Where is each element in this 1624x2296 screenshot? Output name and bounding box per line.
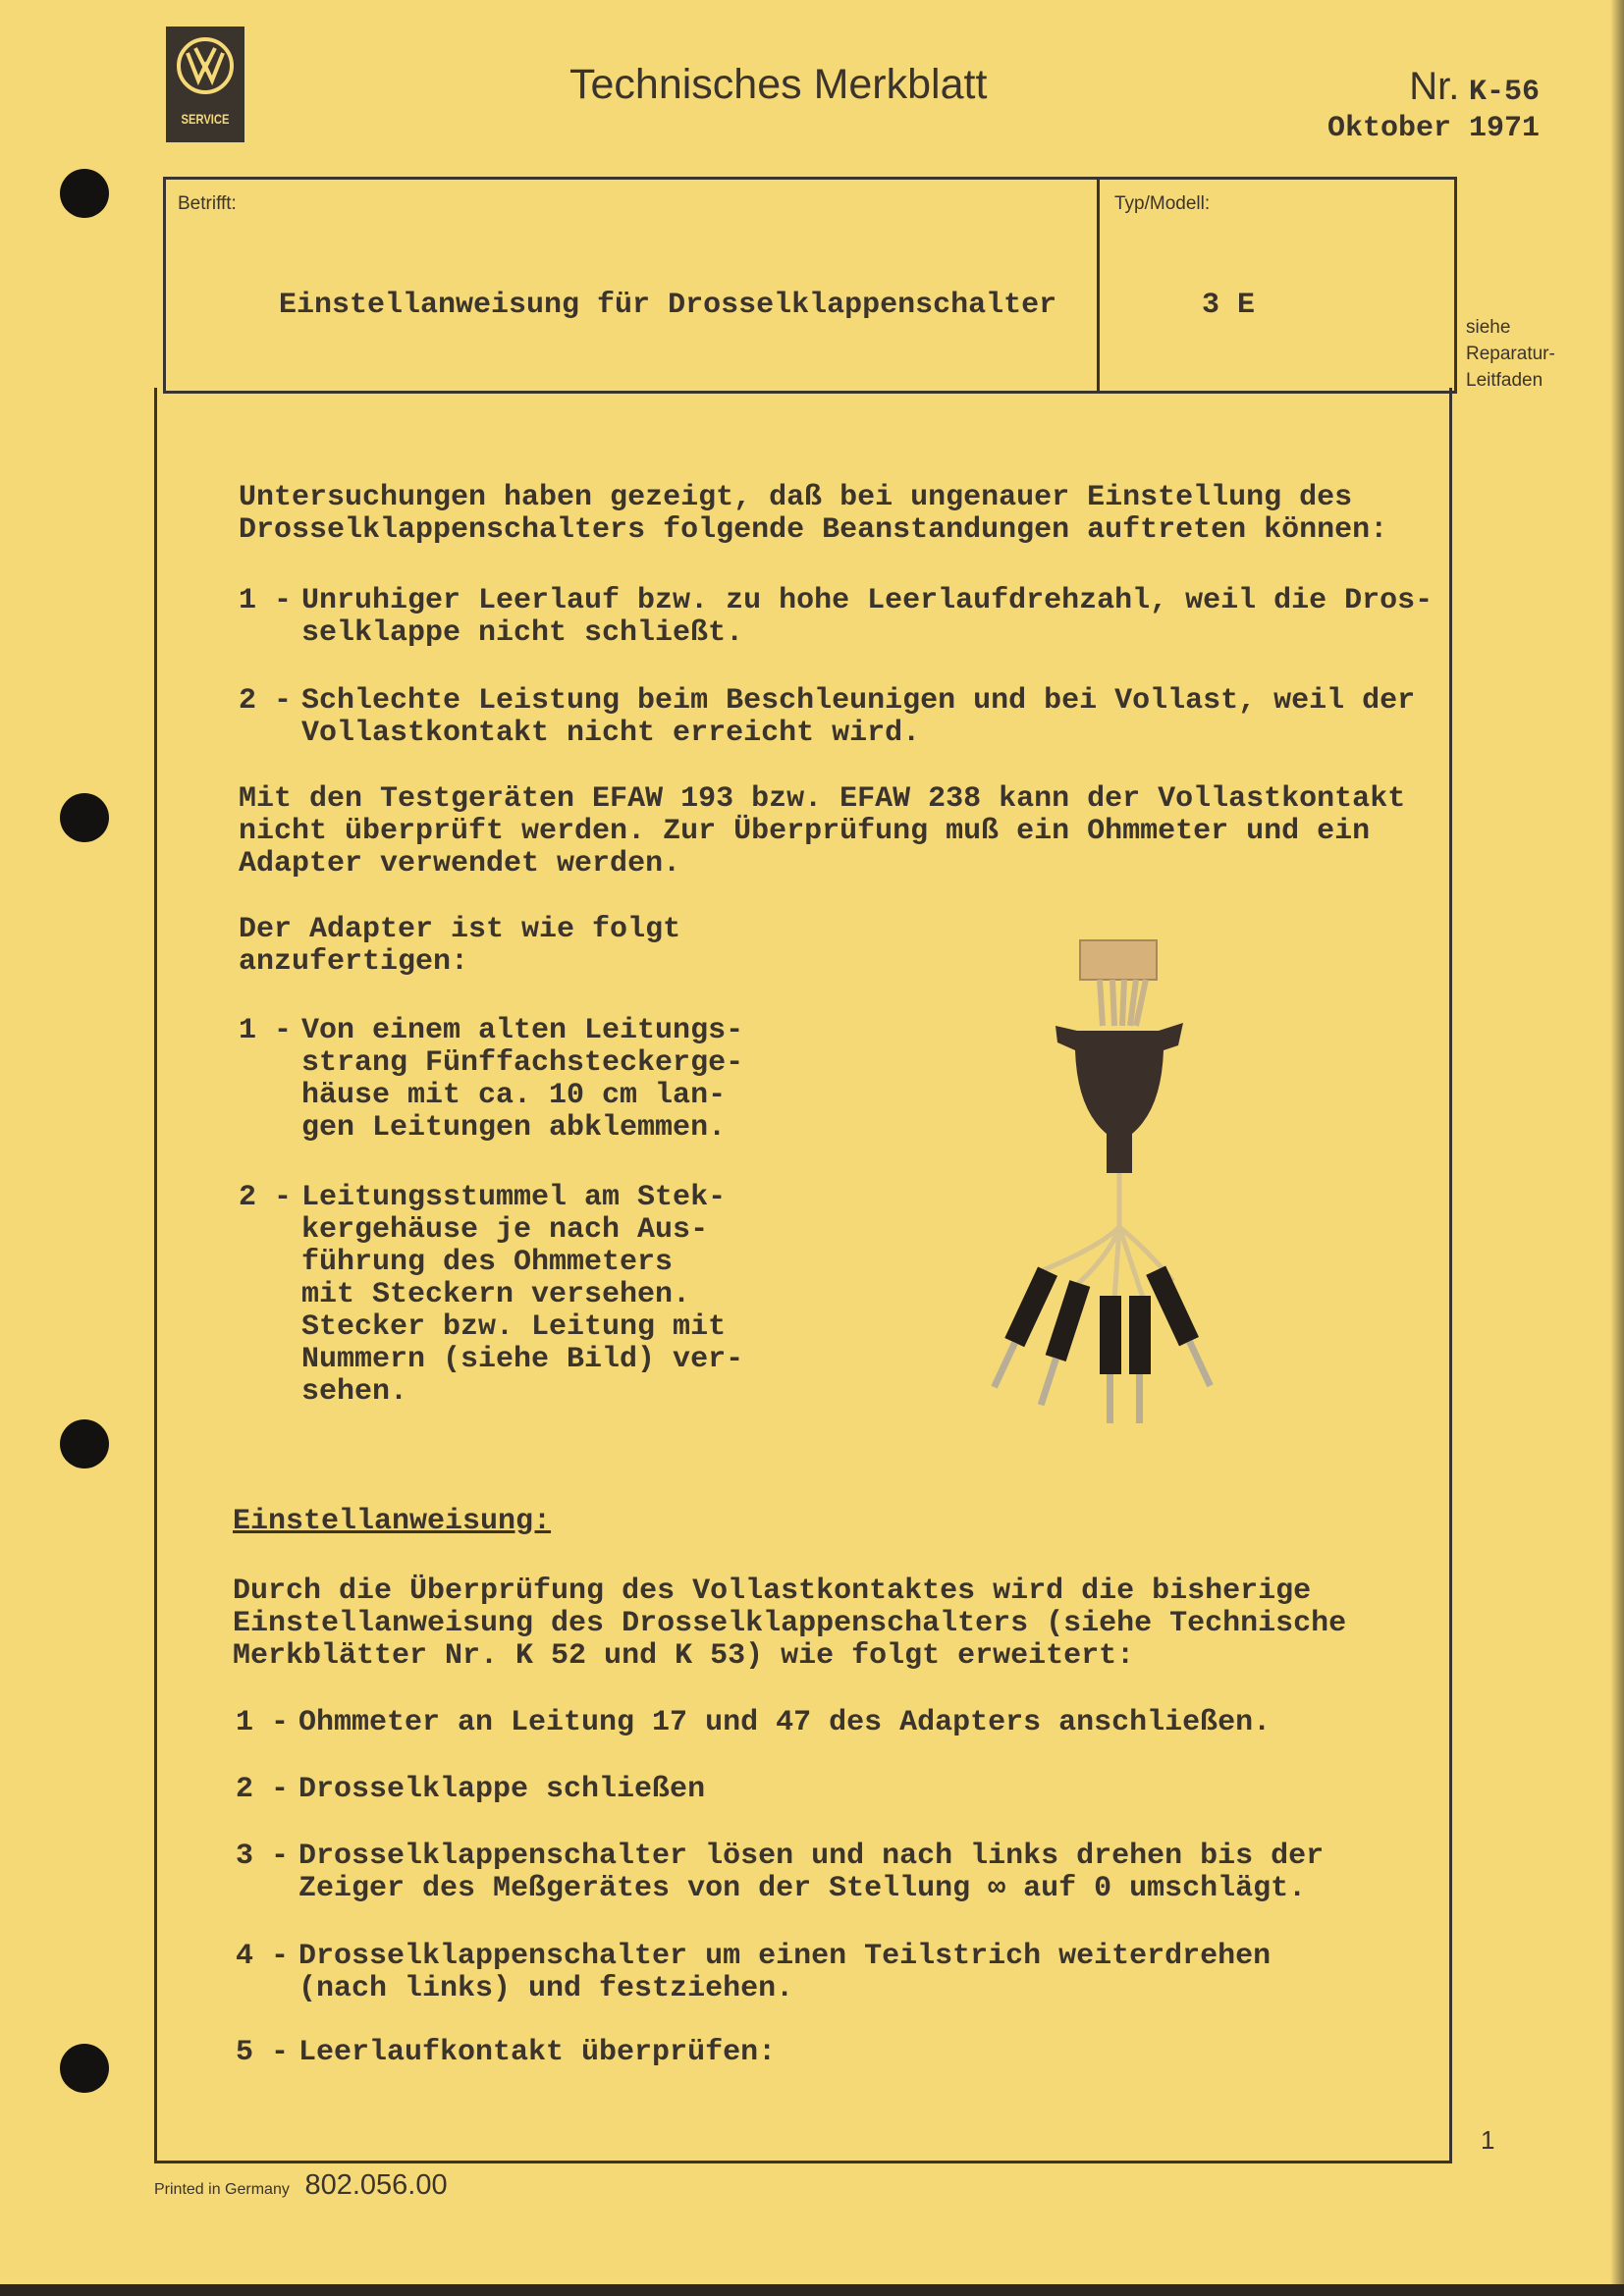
text-line: sehen.: [301, 1375, 408, 1409]
text-line: gen Leitungen abklemmen.: [301, 1111, 727, 1145]
text-line: nicht überprüft werden. Zur Überprüfung muß ein Ohmmeter und ein: [239, 815, 1371, 848]
text-line: Schlechte Leistung beim Beschleunigen und bei Vollast, weil der: [301, 684, 1416, 718]
text-line: Drosselklappe schließen: [298, 1773, 706, 1806]
text-line: Der Adapter ist wie folgt: [239, 913, 681, 946]
subject-box-divider: [1097, 180, 1100, 391]
page-number: 1: [1481, 2125, 1495, 2155]
adapter-intro: [239, 914, 680, 979]
item-number: 4 -: [236, 1940, 290, 1973]
footer: [154, 2169, 448, 2202]
vw-service-logo: [166, 27, 244, 142]
text-line: Mit den Testgeräten EFAW 193 bzw. EFAW 238 kann der Vollastkontakt: [239, 782, 1406, 816]
item-number: 1 -: [239, 1014, 293, 1047]
text-line: Untersuchungen haben gezeigt, daß bei ungenauer Einstellung des: [239, 481, 1353, 514]
text-line: selklappe nicht schließt.: [301, 616, 744, 650]
number-label: Nr.: [1409, 65, 1460, 108]
subject-text: Einstellanweisung für Drosselklappenschalter: [279, 289, 1057, 322]
typ-modell-label: Typ/Modell:: [1114, 193, 1211, 214]
scan-bottom-border: [0, 2284, 1624, 2296]
typ-value: 3 E: [1202, 289, 1256, 322]
text-line: Vollastkontakt nicht erreicht wird.: [301, 717, 921, 750]
vw-logo-icon: [166, 27, 244, 105]
text-line: (nach links) und festziehen.: [298, 1972, 794, 2005]
text-line: anzufertigen:: [239, 945, 469, 979]
section-heading: Einstellanweisung:: [233, 1505, 552, 1538]
margin-note-line: Reparatur-: [1466, 344, 1555, 364]
item-number: 1 -: [236, 1706, 290, 1739]
intro-paragraph: [239, 482, 1387, 547]
text-line: Merkblätter Nr. K 52 und K 53) wie folgt erweitert:: [233, 1639, 1135, 1673]
connector-housing: [1080, 940, 1157, 980]
complaint-item: [239, 685, 1456, 750]
item-number: 1 -: [239, 584, 293, 617]
text-line: Unruhiger Leerlauf bzw. zu hohe Leerlaufdrehzahl, weil die Dros-: [301, 584, 1434, 617]
text-line: Leitungsstummel am Stek-: [301, 1181, 727, 1214]
text-line: Stecker bzw. Leitung mit: [301, 1310, 727, 1344]
item-number: 2 -: [236, 1773, 290, 1806]
text-line: Einstellanweisung des Drosselklappenschalters (siehe Technische: [233, 1607, 1347, 1640]
number-value: K-56: [1468, 76, 1540, 109]
item-number: 2 -: [239, 684, 293, 718]
banana-plugs: [987, 1266, 1219, 1423]
adapter-body: [1056, 1023, 1183, 1173]
text-line: Leerlaufkontakt überprüfen:: [298, 2036, 777, 2069]
page-edge-shadow: [1610, 0, 1624, 2296]
punch-hole: [60, 793, 109, 842]
document-number: [1409, 65, 1540, 109]
section-intro: [233, 1575, 1346, 1673]
text-line: mit Steckern versehen.: [301, 1278, 691, 1311]
adapter-photo: [987, 933, 1222, 1433]
text-line: Drosselklappenschalter um einen Teilstrich weiterdrehen: [298, 1940, 1272, 1973]
item-number: 2 -: [239, 1181, 293, 1214]
margin-note-line: Leitfaden: [1466, 370, 1543, 391]
document-title: Technisches Merkblatt: [569, 61, 988, 108]
punch-hole: [60, 1419, 109, 1468]
punch-hole: [60, 2044, 109, 2093]
text-line: führung des Ohmmeters: [301, 1246, 674, 1279]
text-line: häuse mit ca. 10 cm lan-: [301, 1079, 727, 1112]
testers-paragraph: [239, 783, 1405, 881]
text-line: Nummern (siehe Bild) ver-: [301, 1343, 744, 1376]
printed-in-germany: Printed in Germany: [154, 2181, 290, 2198]
betrifft-label: Betrifft:: [178, 193, 237, 214]
complaint-item: [239, 585, 1456, 650]
subject-box: [163, 177, 1457, 394]
text-line: strang Fünffachsteckerge-: [301, 1046, 744, 1080]
item-number: 5 -: [236, 2036, 290, 2069]
print-code: 802.056.00: [304, 2169, 448, 2201]
document-date: Oktober 1971: [1326, 112, 1540, 145]
text-line: Drosselklappenschalter lösen und nach links drehen bis der: [298, 1840, 1325, 1873]
text-line: Zeiger des Meßgerätes von der Stellung ∞ auf 0 umschlägt.: [298, 1872, 1307, 1905]
text-line: Drosselklappenschalters folgende Beanstandungen auftreten können:: [239, 513, 1388, 547]
logo-service-text: SERVICE: [181, 111, 230, 127]
text-line: Von einem alten Leitungs-: [301, 1014, 744, 1047]
text-line: Durch die Überprüfung des Vollastkontaktes wird die bisherige: [233, 1575, 1312, 1608]
text-line: Ohmmeter an Leitung 17 und 47 des Adapters anschließen.: [298, 1706, 1272, 1739]
margin-note: [1466, 314, 1555, 394]
item-number: 3 -: [236, 1840, 290, 1873]
punch-hole: [60, 169, 109, 218]
text-line: Adapter verwendet werden.: [239, 847, 681, 881]
text-line: kergehäuse je nach Aus-: [301, 1213, 709, 1247]
margin-note-line: siehe: [1466, 317, 1511, 338]
